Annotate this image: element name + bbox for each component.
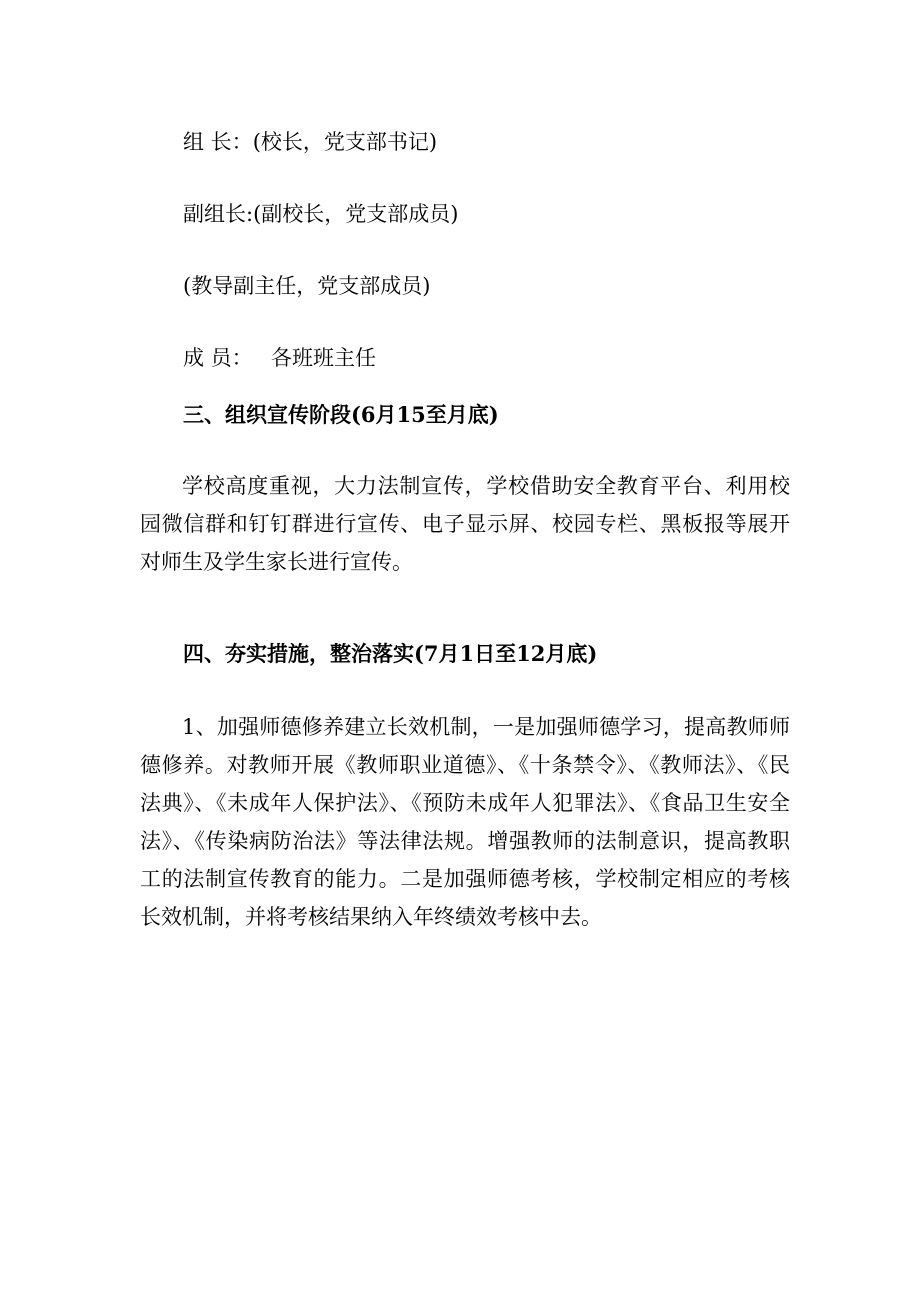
deputy-label: 副组长: (183, 202, 254, 226)
deputy-line (183, 199, 458, 229)
deputy2-line (183, 271, 430, 301)
leader-line (183, 127, 437, 157)
deputy-value: (副校长，党支部成员) (253, 202, 459, 226)
section3-body: 学校高度重视，大力法制宣传，学校借助安全教育平台、利用校园微信群和钉钉群进行宣传、电子显示屏、校园专栏、黑板报等展开对师生及学生家长进行宣传。 (140, 474, 790, 574)
members-value: 各班班主任 (271, 346, 376, 370)
members-line (183, 343, 376, 373)
members-label: 成 员： (183, 346, 253, 370)
leader-value: (校长，党支部书记) (252, 130, 438, 154)
leader-label: 组 长： (183, 130, 253, 154)
deputy2-value: (教导副主任，党支部成员) (183, 274, 431, 298)
section4-body: 1、加强师德修养建立长效机制，一是加强师德学习，提高教师师德修养。对教师开展《教师职业道德》、《十条禁令》、《教师法》、《民法典》、《未成年人保护法》、《预防未成年人犯罪法》、《食品卫生安全法》、《传染病防治法》等法律法规。增强教师的法制意识，提高教职工的法制宣传教育的能力。二是加强师德考核，学校制定相应的考核长效机制，并将考核结果纳入年终绩效考核中去。 (140, 715, 790, 929)
section4-heading: 四、夯实措施，整治落实(7月1日至12月底) (183, 641, 598, 666)
section3-heading: 三、组织宣传阶段(6月15至月底) (183, 402, 499, 427)
